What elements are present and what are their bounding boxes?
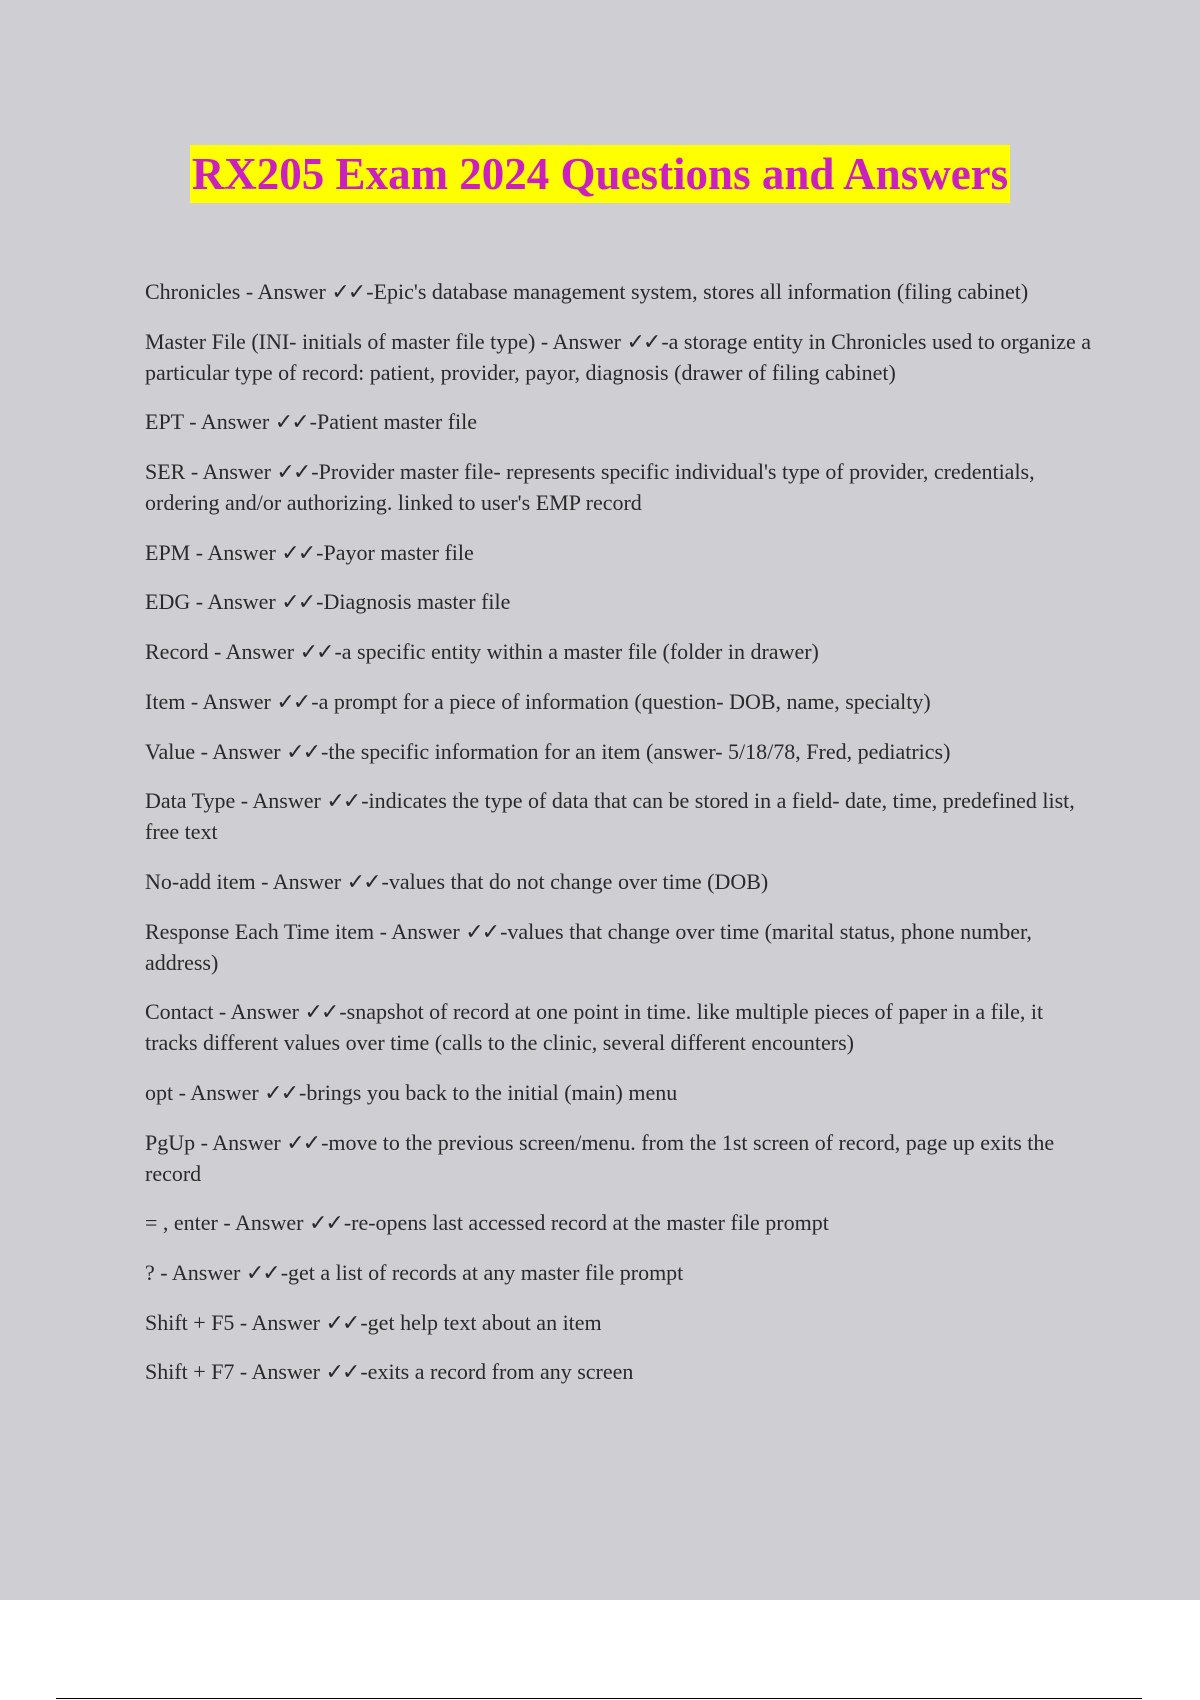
qa-term: Record -: [145, 639, 226, 665]
qa-item: [145, 586, 1095, 617]
qa-item: [145, 1207, 1095, 1238]
qa-term: Data Type -: [145, 788, 253, 814]
qa-answer-label: Answer: [202, 459, 277, 485]
qa-answer-label: Answer: [257, 279, 332, 304]
qa-answer-label: Answer: [251, 1309, 326, 1335]
qa-answer-label: Answer: [202, 688, 277, 714]
qa-term: EDG -: [145, 589, 208, 615]
qa-answer-text: -values that change over time (marital status, phone number, address): [145, 918, 1032, 975]
qa-answer-label: Answer: [225, 639, 300, 665]
qa-answer-text: -get help text about an item: [360, 1309, 602, 1335]
check-icon: ✓✓: [281, 539, 315, 565]
check-icon: ✓✓: [346, 868, 380, 894]
qa-term: SER -: [145, 459, 203, 485]
qa-answer-text: -Diagnosis master file: [316, 589, 511, 615]
qa-term: ? -: [145, 1260, 172, 1285]
qa-answer-text: -re-opens last accessed record at the master file prompt: [343, 1210, 829, 1236]
qa-item: [145, 456, 1095, 518]
qa-item: [145, 537, 1095, 568]
check-icon: ✓✓: [331, 279, 365, 304]
footer-rule: [56, 1698, 1142, 1699]
qa-answer-text: -a storage entity in Chronicles used to organize a particular type of record: patient, provider, payor, diagnosis (drawer of filing cabinet): [145, 328, 1091, 385]
qa-answer-text: -snapshot of record at one point in time. like multiple pieces of paper in a file, it tracks different values over time (calls to the clinic, several different encounters): [145, 999, 1044, 1056]
qa-answer-text: -Payor master file: [316, 539, 474, 565]
qa-answer-text: -a specific entity within a master file (folder in drawer): [334, 639, 819, 665]
check-icon: ✓✓: [264, 1079, 298, 1105]
qa-answer-label: Answer: [207, 539, 282, 565]
qa-item: [145, 1257, 1095, 1288]
qa-item: [145, 736, 1095, 767]
check-icon: ✓✓: [299, 639, 333, 665]
qa-answer-text: -the specific information for an item (answer- 5/18/78, Fred, pediatrics): [321, 738, 951, 764]
qa-answer-label: Answer: [212, 738, 287, 764]
qa-item: [145, 1077, 1095, 1108]
check-icon: ✓✓: [325, 1309, 359, 1335]
qa-answer-label: Answer: [171, 1260, 246, 1285]
qa-term: opt -: [145, 1079, 191, 1105]
qa-term: Contact -: [145, 999, 231, 1025]
check-icon: ✓✓: [245, 1260, 279, 1285]
qa-item: [145, 686, 1095, 717]
qa-term: EPM -: [145, 539, 208, 565]
qa-answer-text: -a prompt for a piece of information (question- DOB, name, specialty): [311, 688, 931, 714]
qa-answer-text: -values that do not change over time (DOB): [381, 868, 769, 894]
qa-term: = , enter -: [145, 1210, 235, 1236]
qa-term: EPT -: [145, 409, 201, 435]
qa-answer-label: Answer: [272, 868, 347, 894]
qa-answer-text: -Epic's database management system, stores all information (filing cabinet): [366, 279, 1029, 304]
qa-answer-text: -indicates the type of data that can be stored in a field- date, time, predefined list, free text: [145, 788, 1075, 845]
qa-term: PgUp -: [145, 1129, 213, 1155]
qa-answer-text: -Patient master file: [309, 409, 478, 435]
qa-answer-label: Answer: [391, 918, 466, 944]
qa-item: [145, 916, 1095, 978]
check-icon: ✓✓: [326, 788, 360, 814]
qa-item: [145, 1307, 1095, 1338]
qa-item: [145, 785, 1095, 847]
qa-list: [145, 276, 1095, 1406]
qa-term: Value -: [145, 738, 213, 764]
check-icon: ✓✓: [626, 328, 660, 354]
qa-answer-text: -brings you back to the initial (main) menu: [299, 1079, 678, 1105]
qa-term: Shift + F5 -: [145, 1309, 252, 1335]
qa-term: Chronicles -: [145, 279, 258, 304]
qa-answer-label: Answer: [235, 1210, 309, 1236]
qa-answer-label: Answer: [200, 409, 275, 435]
qa-term: Item -: [145, 688, 203, 714]
qa-term: Response Each Time item -: [145, 918, 392, 944]
qa-term: Master File (INI- initials of master file type) -: [145, 328, 553, 354]
check-icon: ✓✓: [286, 738, 320, 764]
qa-answer-text: -move to the previous screen/menu. from the 1st screen of record, page up exits the record: [145, 1129, 1055, 1186]
qa-term: Shift + F7 -: [145, 1359, 252, 1385]
check-icon: ✓✓: [325, 1359, 359, 1385]
qa-item: [145, 996, 1095, 1058]
qa-answer-label: Answer: [190, 1079, 265, 1105]
qa-answer-label: Answer: [552, 328, 627, 354]
qa-answer-label: Answer: [252, 788, 327, 814]
check-icon: ✓✓: [274, 409, 308, 435]
qa-answer-text: -exits a record from any screen: [360, 1359, 634, 1385]
qa-item: [145, 1127, 1095, 1189]
check-icon: ✓✓: [308, 1210, 342, 1236]
qa-item: [145, 276, 1095, 307]
check-icon: ✓✓: [276, 688, 310, 714]
qa-answer-text: -get a list of records at any master file prompt: [280, 1260, 684, 1285]
qa-answer-text: -Provider master file- represents specific individual's type of provider, credentials, ordering and/or authorizing. linked to user's EMP record: [145, 459, 1035, 516]
qa-answer-label: Answer: [212, 1129, 287, 1155]
title-wrap: [0, 145, 1200, 203]
qa-item: [145, 326, 1095, 388]
qa-term: No-add item -: [145, 868, 273, 894]
document-title: RX205 Exam 2024 Questions and Answers: [190, 145, 1010, 203]
check-icon: ✓✓: [281, 589, 315, 615]
qa-answer-label: Answer: [207, 589, 282, 615]
qa-answer-label: Answer: [251, 1359, 326, 1385]
check-icon: ✓✓: [304, 999, 338, 1025]
check-icon: ✓✓: [276, 459, 310, 485]
qa-item: [145, 1356, 1095, 1387]
check-icon: ✓✓: [465, 918, 499, 944]
qa-item: [145, 406, 1095, 437]
qa-answer-label: Answer: [230, 999, 305, 1025]
check-icon: ✓✓: [286, 1129, 320, 1155]
qa-item: [145, 636, 1095, 667]
qa-item: [145, 866, 1095, 897]
